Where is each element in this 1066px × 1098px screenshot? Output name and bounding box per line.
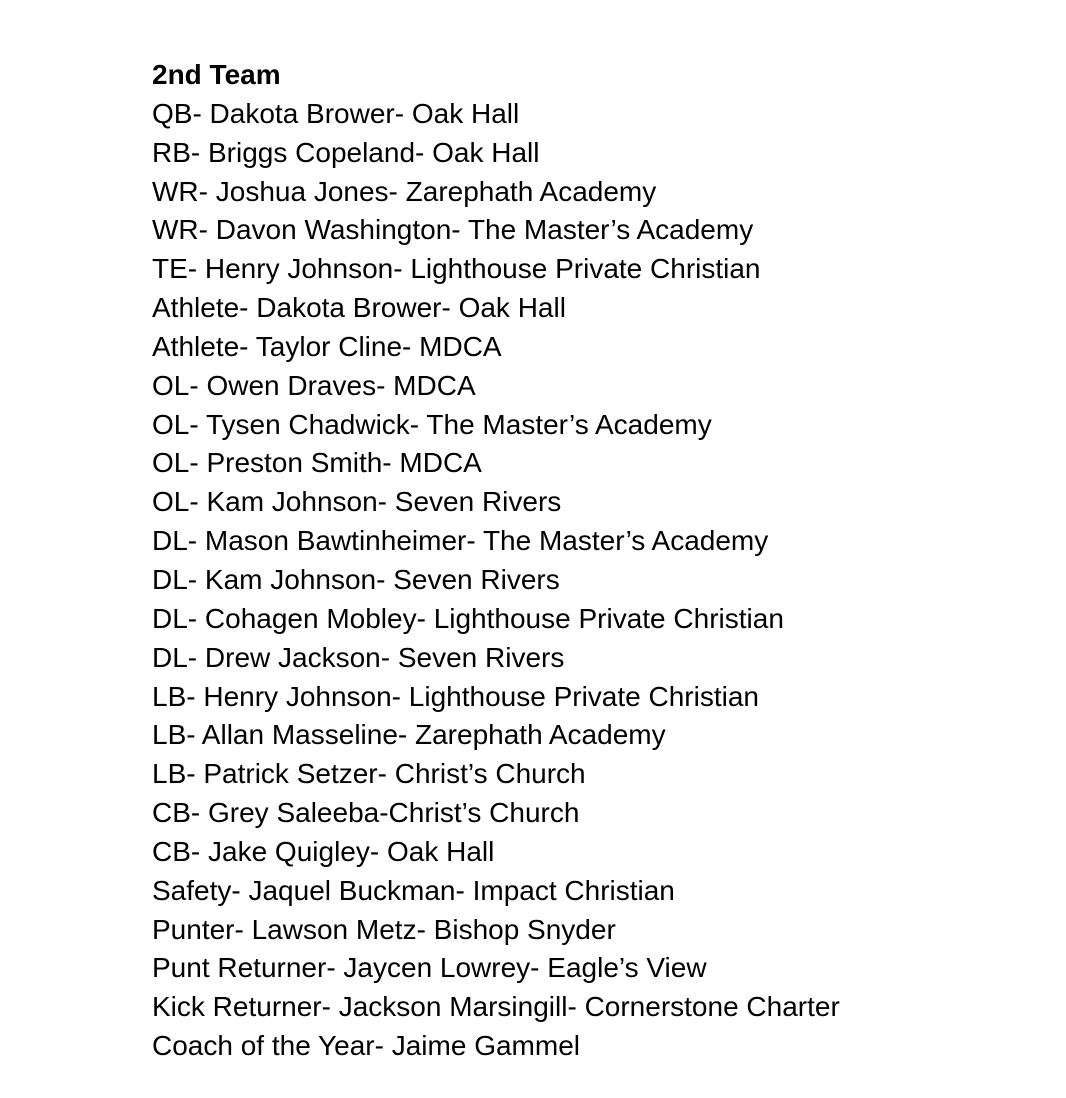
list-item: CB- Jake Quigley- Oak Hall [152,835,495,867]
list-item: DL- Drew Jackson- Seven Rivers [152,641,565,673]
list-item: Athlete- Dakota Brower- Oak Hall [152,292,566,324]
list-item: OL- Tysen Chadwick- The Master’s Academy [152,408,712,440]
list-item: Kick Returner- Jackson Marsingill- Cornerstone Charter [152,991,840,1023]
list-item: DL- Kam Johnson- Seven Rivers [152,563,560,595]
list-item: Athlete- Taylor Cline- MDCA [152,330,502,362]
list-item: LB- Allan Masseline- Zarephath Academy [152,719,666,751]
list-item: Coach of the Year- Jaime Gammel [152,1030,580,1062]
list-item: WR- Davon Washington- The Master’s Academy [152,214,754,246]
list-item: LB- Henry Johnson- Lighthouse Private Christian [152,680,759,712]
list-item: DL- Mason Bawtinheimer- The Master’s Academy [152,525,769,557]
section-heading: 2nd Team [152,59,281,90]
list-item: Safety- Jaquel Buckman- Impact Christian [152,874,675,906]
list-item: OL- Kam Johnson- Seven Rivers [152,486,562,518]
list-item: Punt Returner- Jaycen Lowrey- Eagle’s View [152,952,707,984]
list-item: RB- Briggs Copeland- Oak Hall [152,136,540,168]
list-item: WR- Joshua Jones- Zarephath Academy [152,175,657,207]
list-item: Punter- Lawson Metz- Bishop Snyder [152,913,616,945]
list-item: TE- Henry Johnson- Lighthouse Private Christian [152,253,761,285]
list-item: QB- Dakota Brower- Oak Hall [152,97,520,129]
list-item: DL- Cohagen Mobley- Lighthouse Private Christian [152,602,784,634]
list-item: OL- Preston Smith- MDCA [152,447,482,479]
list-item: OL- Owen Draves- MDCA [152,369,476,401]
document-body [152,56,840,1066]
team-list [152,95,840,1066]
list-item: CB- Grey Saleeba-Christ’s Church [152,797,580,829]
list-item: LB- Patrick Setzer- Christ’s Church [152,758,586,790]
